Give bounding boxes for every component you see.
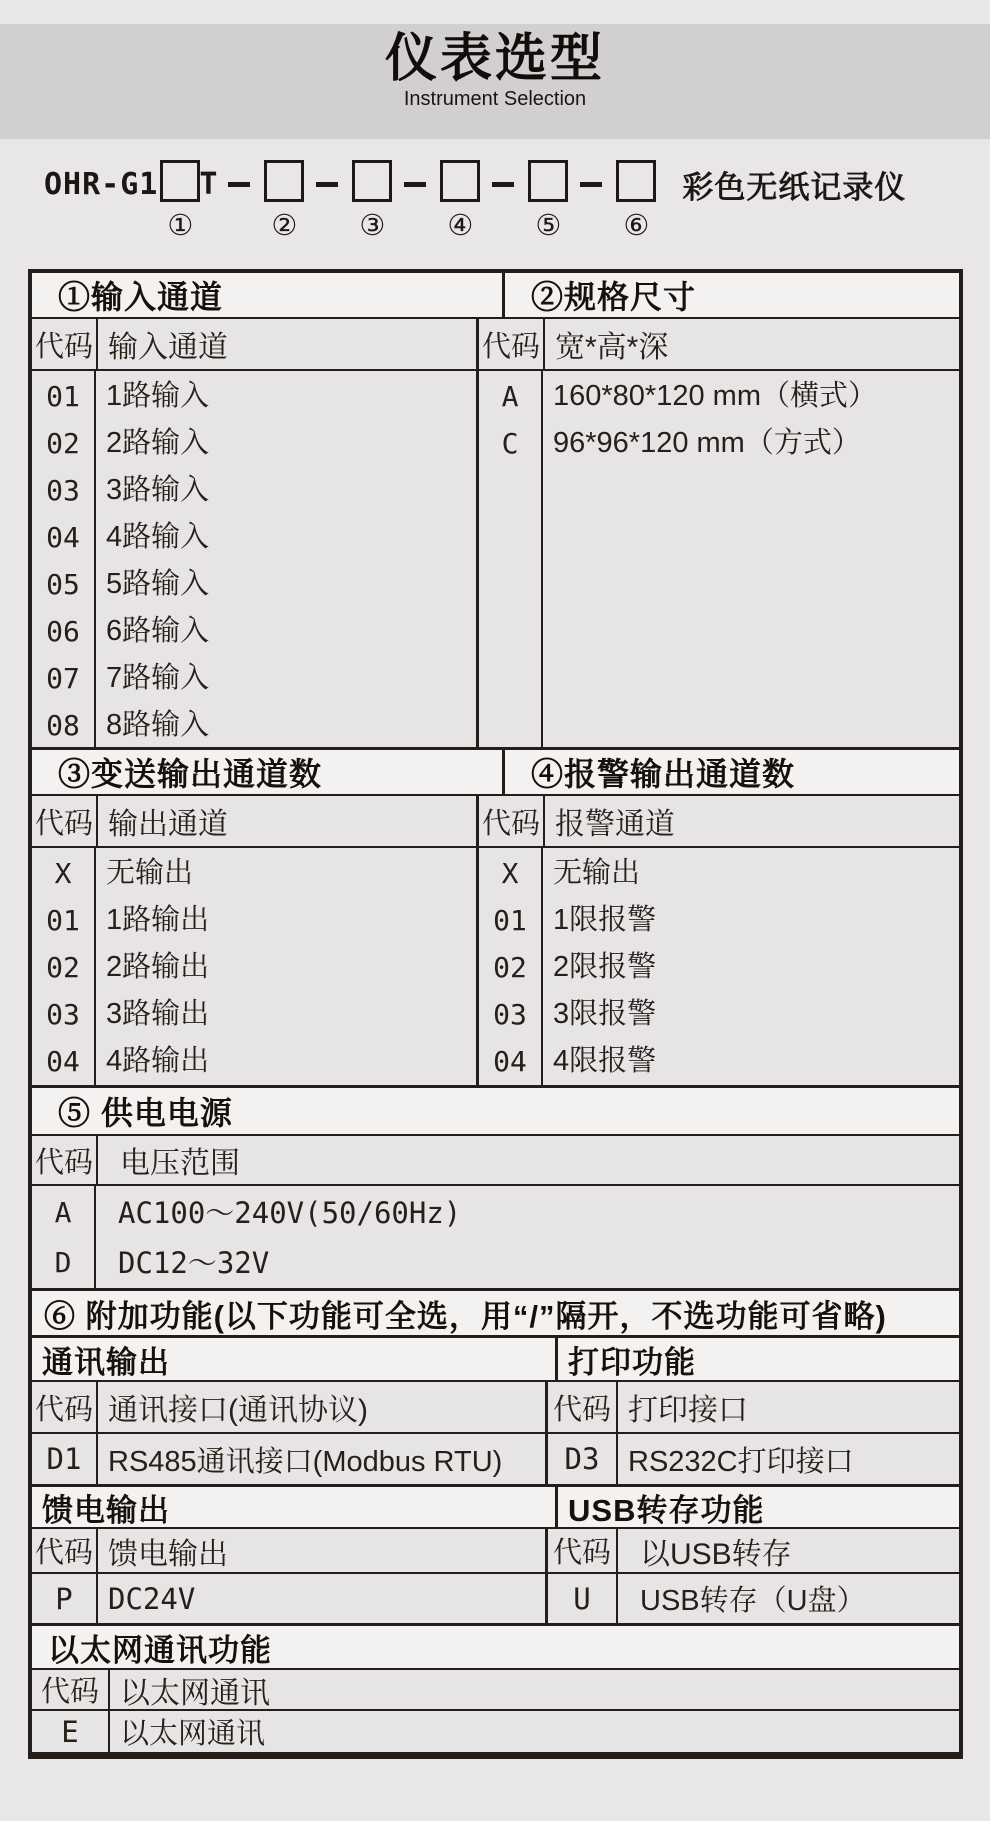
section2-data [476, 371, 959, 747]
title-band [0, 24, 990, 139]
subsection-header-row-feed-usb [32, 1484, 959, 1527]
code-column-header: 代码 [479, 796, 545, 846]
data-row-comm-print [32, 1432, 959, 1484]
option-label: 无输出 [553, 857, 641, 889]
code-value: E [32, 1711, 110, 1752]
option-label: 2路输入 [106, 427, 210, 459]
usb-transfer-title: USB转存功能 [555, 1487, 959, 1527]
section-header-row-6 [32, 1288, 959, 1335]
section3-values [96, 848, 476, 1085]
label-column-header: 输出通道 [108, 808, 228, 841]
code-value: 03 [493, 998, 527, 1031]
print-column-header [545, 1382, 959, 1432]
feed-column-header [32, 1529, 545, 1572]
print-function-title: 打印功能 [555, 1338, 959, 1380]
model-fixed-letter: T [199, 166, 218, 202]
option-label: 3路输入 [106, 474, 210, 506]
model-box-4 [440, 160, 480, 202]
model-box-2 [264, 160, 304, 202]
selection-table [28, 269, 963, 1759]
code-column-header: 代码 [32, 1136, 98, 1184]
label-column-header: 宽*高*深 [555, 331, 669, 364]
section1-column-header [32, 319, 476, 369]
code-value: 06 [46, 615, 80, 648]
section1-data [32, 371, 476, 747]
model-box-1 [160, 160, 200, 202]
section-header-row-3-4 [32, 747, 959, 794]
data-row-1-2 [32, 369, 959, 747]
print-data [545, 1434, 959, 1484]
section4-column-header [476, 796, 959, 846]
model-box-5 [528, 160, 568, 202]
section2-values [543, 371, 959, 747]
section3-data [32, 848, 476, 1085]
section4-values [543, 848, 959, 1085]
section4-title: ④报警输出通道数 [502, 750, 959, 794]
model-box-group-5 [528, 160, 568, 242]
option-label: 2路输出 [106, 951, 210, 983]
option-label: 7路输入 [106, 662, 210, 694]
code-value: 02 [46, 427, 80, 460]
option-label: 96*96*120 mm（方式） [553, 427, 861, 459]
dash-separator [228, 182, 250, 187]
model-box-group-6 [616, 160, 656, 242]
code-column-header: 代码 [32, 1382, 98, 1432]
code-value: 03 [46, 998, 80, 1031]
code-value: 07 [46, 662, 80, 695]
code-column-header: 代码 [32, 1529, 98, 1572]
option-label: 1限报警 [553, 904, 657, 936]
code-value: C [501, 427, 519, 460]
option-label: RS485通讯接口(Modbus RTU) [108, 1445, 503, 1478]
model-box-3 [352, 160, 392, 202]
dash-separator [404, 182, 426, 187]
code-value: 02 [46, 951, 80, 984]
column-header-row-1-2 [32, 317, 959, 369]
circled-number-6: ⑥ [623, 210, 650, 242]
option-label: 4路输入 [106, 521, 210, 553]
code-value: 04 [46, 521, 80, 554]
section3-codes [32, 848, 96, 1085]
code-value: D1 [32, 1434, 98, 1484]
comm-data [32, 1434, 545, 1484]
section3-column-header [32, 796, 476, 846]
column-header-row-feed-usb [32, 1527, 959, 1572]
model-prefix: OHR-G1 [44, 166, 159, 202]
column-header-row-3-4 [32, 794, 959, 846]
code-value: 01 [46, 380, 80, 413]
label-column-header: 打印接口 [628, 1394, 748, 1427]
code-value: 04 [46, 1045, 80, 1078]
circled-number-3: ③ [359, 210, 386, 242]
code-value: 02 [493, 951, 527, 984]
option-label: 3路输出 [106, 998, 210, 1030]
section4-data [476, 848, 959, 1085]
code-value: 05 [46, 568, 80, 601]
section4-codes [479, 848, 543, 1085]
column-header-row-ethernet [32, 1668, 959, 1709]
code-value: P [32, 1574, 98, 1623]
code-column-header: 代码 [479, 319, 545, 369]
circled-number-4: ④ [447, 210, 474, 242]
ethernet-title: 以太网通讯功能 [32, 1626, 959, 1668]
section2-column-header [476, 319, 959, 369]
section1-values [96, 371, 476, 747]
option-label: 以太网通讯 [120, 1718, 266, 1750]
option-label: 3限报警 [553, 998, 657, 1030]
option-label: 2限报警 [553, 951, 657, 983]
label-column-header: 馈电输出 [108, 1537, 228, 1571]
code-value: D3 [548, 1434, 618, 1484]
option-label: RS232C打印接口 [628, 1445, 854, 1478]
option-label: 4限报警 [553, 1045, 657, 1077]
dash-separator [580, 182, 602, 187]
label-column-header: 电压范围 [120, 1147, 240, 1180]
feed-data [32, 1574, 545, 1623]
option-label: 1路输出 [106, 904, 210, 936]
code-value: X [54, 857, 72, 890]
code-column-header: 代码 [32, 796, 98, 846]
section-header-row-5 [32, 1085, 959, 1134]
dash-separator [492, 182, 514, 187]
section5-values [96, 1186, 959, 1288]
usb-data [545, 1574, 959, 1623]
option-label: 1路输入 [106, 380, 210, 412]
option-label: 无输出 [106, 857, 194, 889]
feed-output-title: 馈电输出 [32, 1487, 555, 1527]
circled-number-2: ② [271, 210, 298, 242]
section1-title: ①输入通道 [32, 273, 502, 317]
data-row-feed-usb [32, 1572, 959, 1623]
section5-codes [32, 1186, 96, 1288]
option-label: 6路输入 [106, 615, 210, 647]
circled-number-1: ① [167, 210, 194, 242]
column-header-row-comm-print [32, 1380, 959, 1432]
page-title: 仪表选型 [384, 30, 605, 88]
label-column-header: 报警通道 [555, 808, 675, 841]
code-value: 01 [493, 904, 527, 937]
code-value: 04 [493, 1045, 527, 1078]
code-value: X [501, 857, 519, 890]
page-subtitle: Instrument Selection [403, 88, 587, 110]
usb-column-header [545, 1529, 959, 1572]
code-value: D [54, 1246, 72, 1279]
comm-output-title: 通讯输出 [32, 1338, 555, 1380]
comm-column-header [32, 1382, 545, 1432]
code-value: 01 [46, 904, 80, 937]
data-row-ethernet [32, 1709, 959, 1752]
label-column-header: 输入通道 [108, 331, 228, 364]
label-column-header: 以太网通讯 [120, 1676, 270, 1710]
subsection-header-row-comm-print [32, 1335, 959, 1380]
option-label: DC12～32V [118, 1246, 270, 1280]
column-header-row-5 [32, 1134, 959, 1184]
option-label: USB转存（U盘） [640, 1585, 866, 1617]
option-label: 5路输入 [106, 568, 210, 600]
code-column-header: 代码 [548, 1382, 618, 1432]
model-box-group-3 [352, 160, 392, 242]
code-value: 08 [46, 709, 80, 742]
option-label: 160*80*120 mm（横式） [553, 380, 877, 412]
subsection-header-row-ethernet [32, 1623, 959, 1668]
model-suffix: 彩色无纸记录仪 [682, 169, 907, 205]
model-box-group-2 [264, 160, 304, 242]
dash-separator [316, 182, 338, 187]
code-value: A [501, 380, 519, 413]
code-value: U [548, 1574, 618, 1623]
option-label: DC24V [108, 1581, 196, 1616]
code-column-header: 代码 [32, 319, 98, 369]
option-label: 8路输入 [106, 709, 210, 741]
option-label: 4路输出 [106, 1045, 210, 1077]
code-column-header: 代码 [548, 1529, 618, 1572]
data-row-5 [32, 1184, 959, 1288]
model-box-6 [616, 160, 656, 202]
code-value: A [54, 1196, 72, 1229]
section-header-row-1-2 [32, 273, 959, 317]
section2-title: ②规格尺寸 [502, 273, 959, 317]
circled-number-5: ⑤ [535, 210, 562, 242]
code-value: 03 [46, 474, 80, 507]
model-box-group-1 [160, 160, 200, 242]
label-column-header: 以USB转存 [640, 1537, 792, 1571]
section3-title: ③变送输出通道数 [32, 750, 502, 794]
section1-codes [32, 371, 96, 747]
section6-title: ⑥ 附加功能(以下功能可全选，用“/”隔开，不选功能可省略) [32, 1291, 959, 1335]
model-box-group-4 [440, 160, 480, 242]
section5-title: ⑤ 供电电源 [32, 1088, 959, 1134]
data-row-3-4 [32, 846, 959, 1085]
label-column-header: 通讯接口(通讯协议) [108, 1394, 368, 1427]
option-label: AC100～240V(50/60Hz) [118, 1196, 462, 1230]
model-code-line [44, 160, 990, 242]
code-column-header: 代码 [32, 1670, 110, 1709]
section2-codes [479, 371, 543, 747]
